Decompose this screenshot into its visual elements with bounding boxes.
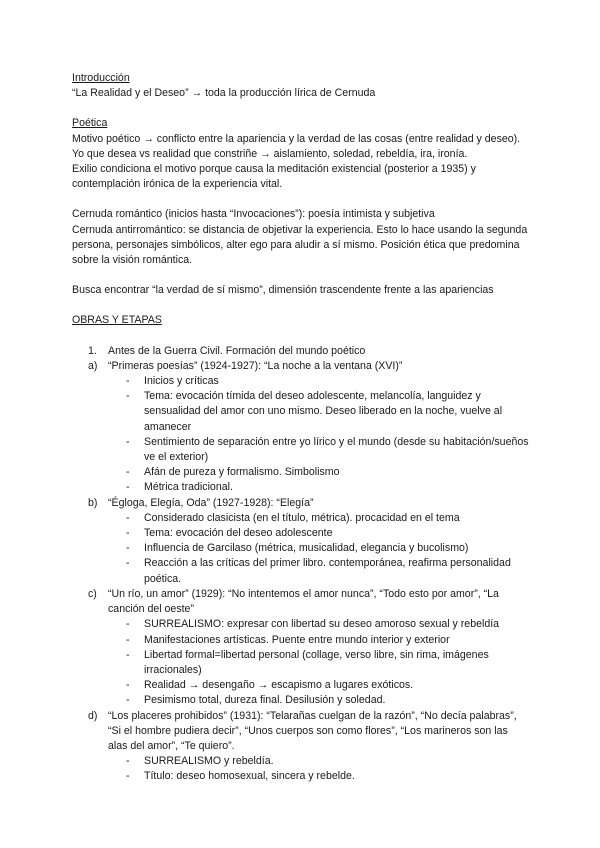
dash-marker: -	[126, 633, 130, 646]
stage-number: 1.	[88, 344, 97, 357]
bullet-item	[72, 678, 530, 693]
work-title: “Un río, un amor” (1929): “No intentemos el amor nunca”, “Todo esto por amor”, “La canción del oeste”	[108, 587, 499, 616]
bullet-item	[72, 435, 530, 465]
work-letter: d)	[88, 709, 98, 722]
stage-item	[72, 344, 530, 359]
bullet-text: Título: deseo homosexual, sincera y rebelde.	[144, 770, 355, 783]
busca-line: Busca encontrar “la verdad de sí mismo”, dimensión trascendente frente a las apariencias	[72, 284, 494, 297]
intro-line: “La Realidad y el Deseo” → toda la producción lírica de Cernuda	[72, 87, 376, 100]
bullet-text: Considerado clasicista (en el título, métrica). procacidad en el tema	[144, 511, 460, 524]
bullet-item	[72, 374, 530, 389]
bullet-text: Tema: evocación tímida del deseo adolescente, melancolía, languidez y sensualidad del amor con uno mismo. Deseo liberado en la noche, vuelve al amanecer	[144, 390, 503, 433]
work-item	[72, 359, 530, 374]
poetica-line: Exilio condiciona el motivo porque causa la meditación existencial (posterior a 1935) y contemplación irónica de la experiencia vital.	[72, 163, 476, 191]
bullet-text: Sentimiento de separación entre yo lírico y el mundo (desde su habitación/sueños ve el exterior)	[144, 435, 529, 464]
bullet-text: Métrica tradicional.	[144, 481, 233, 494]
document-content	[72, 71, 530, 785]
bullet-item	[72, 633, 530, 648]
dash-marker: -	[126, 481, 130, 494]
work-letter: a)	[88, 359, 98, 372]
bullet-item	[72, 556, 530, 586]
bullet-text: Reacción a las críticas del primer libro. contemporánea, reafirma personalidad poética.	[144, 557, 511, 585]
dash-marker: -	[126, 770, 130, 783]
work-letter: c)	[88, 587, 97, 600]
poetica-heading: Poética	[72, 117, 108, 130]
dash-marker: -	[126, 557, 130, 570]
dash-marker: -	[126, 679, 130, 692]
bullet-text: Inicios y críticas	[144, 375, 219, 388]
work-letter: b)	[88, 496, 98, 509]
bullet-item	[72, 617, 530, 632]
bullet-item	[72, 389, 530, 435]
work-item	[72, 709, 530, 755]
work-item	[72, 496, 530, 511]
bullet-text: Realidad → desengaño → escapismo a lugares exóticos.	[144, 679, 414, 692]
bullet-text: SURREALISMO: expresar con libertad su deseo amoroso sexual y rebeldía	[144, 618, 500, 631]
bullet-text: Tema: evocación del deseo adolescente	[144, 527, 333, 540]
dash-marker: -	[126, 755, 130, 768]
bullet-text: Libertad formal=libertad personal (collage, verso libre, sin rima, imágenes irracionales)	[144, 648, 489, 676]
obras-heading: OBRAS Y ETAPAS	[72, 314, 162, 327]
dash-marker: -	[126, 466, 130, 479]
dash-marker: -	[126, 648, 130, 661]
bullet-item	[72, 465, 530, 480]
bullet-text: Pesimismo total, dureza final. Desilusión y soledad.	[144, 694, 386, 707]
poetica-line: Yo que desea vs realidad que constriñe → aislamiento, soledad, rebeldía, ira, ironía.	[72, 147, 468, 160]
work-item	[72, 587, 530, 617]
bullet-item	[72, 511, 530, 526]
bullet-item	[72, 769, 530, 784]
bullet-text: Afán de pureza y formalismo. Simbolismo	[144, 466, 340, 479]
dash-marker: -	[126, 375, 130, 388]
bullet-item	[72, 541, 530, 556]
bullet-item	[72, 526, 530, 541]
romantico-line: Cernuda romántico (inicios hasta “Invocaciones”): poesía intimista y subjetiva	[72, 208, 435, 221]
bullet-text: SURREALISMO y rebeldía.	[144, 755, 274, 768]
bullet-item	[72, 480, 530, 495]
poetica-line: Motivo poético → conflicto entre la apariencia y la verdad de las cosas (entre realidad y deseo).	[72, 132, 521, 145]
stage-text: Antes de la Guerra Civil. Formación del mundo poético	[108, 344, 366, 357]
work-title: “Égloga, Elegía, Oda” (1927-1928): “Elegía”	[108, 496, 314, 509]
bullet-text: Manifestaciones artísticas. Puente entre mundo interior y exterior	[144, 633, 450, 646]
dash-marker: -	[126, 511, 130, 524]
bullet-item	[72, 693, 530, 708]
work-title: “Los placeres prohibidos” (1931): “Telarañas cuelgan de la razón”, “No decía palabras”, “Si el hombre pudiera decir”, “Unos cuerpos son como flores”, “Los marineros son las alas del amor”, “Te quiero”.	[108, 709, 517, 752]
dash-marker: -	[126, 618, 130, 631]
dash-marker: -	[126, 542, 130, 555]
intro-heading: Introducción	[72, 72, 130, 84]
work-title: “Primeras poesías” (1924-1927): “La noche a la ventana (XVI)”	[108, 359, 403, 372]
dash-marker: -	[126, 694, 130, 707]
bullet-item	[72, 754, 530, 769]
dash-marker: -	[126, 527, 130, 540]
antirromantico-line: Cernuda antirromántico: se distancia de objetivar la experiencia. Esto lo hace usando la segunda persona, personajes simbólicos, alter ego para aludir a sí mismo. Posición ética que predomina sobre la visión romántica.	[72, 223, 528, 267]
dash-marker: -	[126, 390, 130, 403]
dash-marker: -	[126, 435, 130, 448]
bullet-item	[72, 648, 530, 678]
bullet-text: Influencia de Garcilaso (métrica, musicalidad, elegancia y bucolismo)	[144, 542, 469, 555]
